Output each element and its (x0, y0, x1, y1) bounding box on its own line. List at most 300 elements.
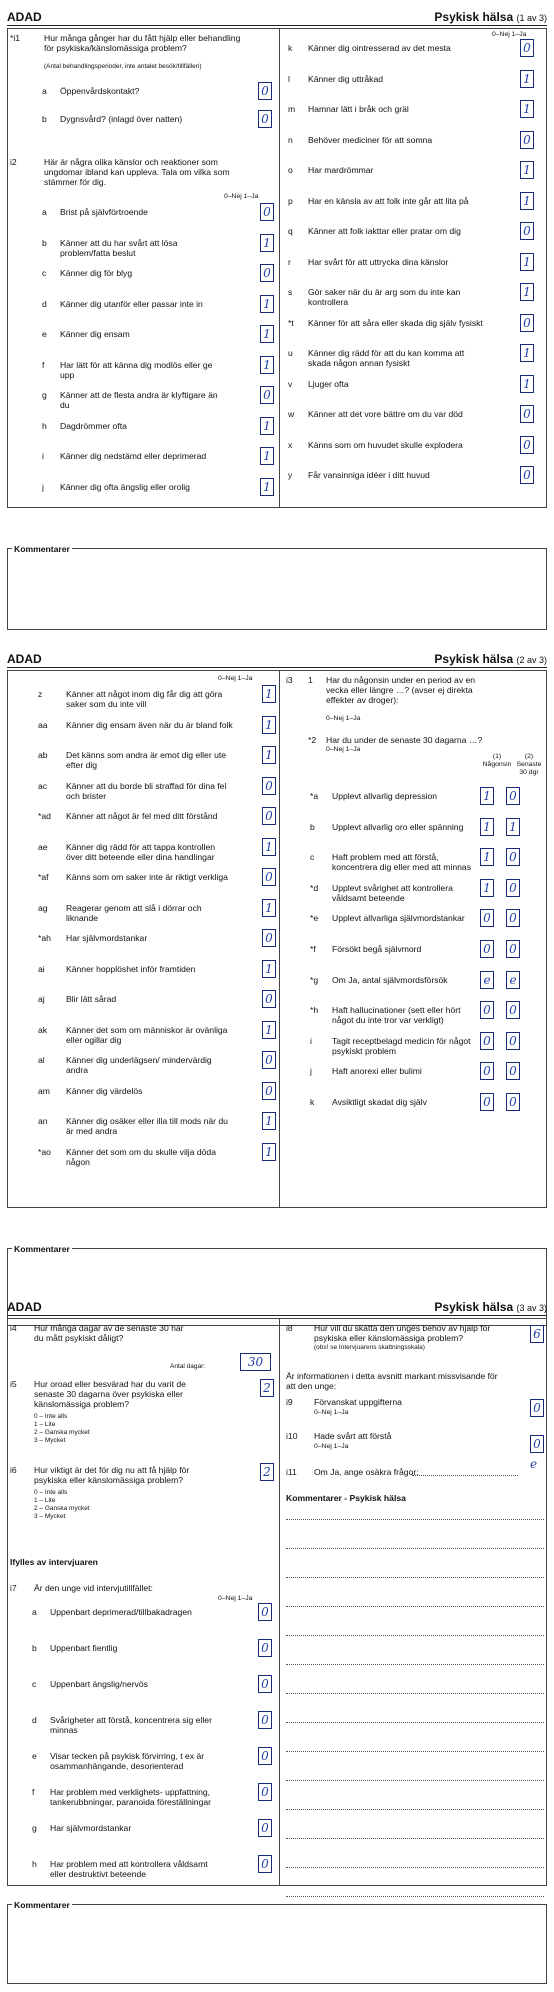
answer-box[interactable]: 1 (520, 192, 534, 210)
page-2 (0, 652, 554, 1292)
list-item (310, 944, 520, 972)
answer-box[interactable]: 0 (258, 1639, 272, 1657)
list-item (38, 778, 302, 809)
comment-line[interactable] (286, 1548, 544, 1549)
scale-option: 3 – Mycket (34, 1437, 66, 1444)
list-item (38, 717, 302, 748)
list-item (38, 1022, 302, 1053)
answer-box[interactable]: 1 (262, 685, 276, 703)
answer-box-2[interactable]: 0 (506, 1032, 520, 1050)
answer-box-2[interactable]: 0 (506, 909, 520, 927)
answer-box[interactable]: 0 (520, 222, 534, 240)
list-item (32, 1715, 298, 1743)
question-text: Förvanskat uppgifterna (314, 1397, 402, 1407)
answer-box[interactable]: 1 (262, 1143, 276, 1161)
item-text: Brist på självförtroende (60, 207, 148, 217)
item-key: w (288, 409, 295, 419)
list-item (288, 254, 554, 285)
comment-line[interactable] (286, 1867, 544, 1868)
legend: 0–Nej 1–Ja (218, 675, 253, 682)
comment-line[interactable] (286, 1896, 544, 1897)
item-text: Känner dig rädd för att tappa kontrollen över ditt beteende eller dina handlingar (66, 841, 216, 862)
list-item (38, 1116, 302, 1144)
answer-box[interactable]: 0 (520, 131, 534, 149)
list-item (32, 1643, 298, 1671)
item-text: Känner dig värdelös (66, 1085, 143, 1096)
column-header-2: (2) Senaste 30 dgr (516, 753, 542, 776)
answer-box[interactable]: 0 (262, 807, 276, 825)
list-item (310, 880, 520, 911)
item-key: l (288, 73, 290, 84)
question-text: Hur många dagar av de senaste 30 har du mått psykiskt dåligt? (34, 1323, 184, 1343)
page-header (7, 652, 547, 668)
item-text: Uppenbart deprimerad/tillbakadragen (50, 1607, 192, 1617)
section-title: Psykisk hälsa (3 av 3) (434, 1300, 547, 1314)
answer-box-2[interactable]: e (506, 971, 520, 989)
item-key: j (42, 481, 44, 492)
list-item (38, 1083, 302, 1114)
comment-line[interactable] (286, 1664, 544, 1665)
answer-box-2[interactable]: 0 (506, 1062, 520, 1080)
item-key: f (32, 1787, 35, 1797)
answer-box[interactable]: 0 (262, 777, 276, 795)
section-title: Psykisk hälsa (1 av 3) (434, 10, 547, 24)
item-text: Hamnar lätt i bråk och gräl (308, 104, 409, 114)
item-key: p (288, 195, 293, 206)
list-item (288, 376, 554, 407)
scale-option: 1 – Lite (34, 1497, 56, 1504)
days-label: Antal dagar: (170, 1363, 206, 1370)
list-item (38, 872, 302, 900)
answer-box-2[interactable]: 0 (506, 787, 520, 805)
answer-box[interactable]: 1 (480, 787, 494, 805)
question-i2 (10, 157, 276, 197)
item-text: Känns som om huvudet skulle explodera (308, 439, 463, 450)
item-key: *ad (38, 811, 51, 821)
question-i3 (286, 675, 548, 785)
item-key: ai (38, 963, 45, 974)
form-title: ADAD (7, 1300, 42, 1314)
item-text: Har en känsla av att folk inte går att lita på (308, 195, 469, 206)
answer-box[interactable]: 0 (258, 1783, 272, 1801)
item-text: Har lätt för att känna dig modlös eller ge upp (60, 359, 213, 380)
question-text: Har du någonsin under en period av en vecka eller längre …? (avser ej direkta effekter av droger): (326, 675, 476, 705)
item-text: Känner att folk iakttar eller pratar om dig (308, 226, 461, 236)
answer-box[interactable]: 0 (262, 868, 276, 886)
legend: 0–Nej 1–Ja (314, 1409, 349, 1416)
answer-box-2[interactable]: 0 (506, 848, 520, 866)
answer-box[interactable]: 1 (480, 818, 494, 836)
column-header-1: (1) Någonsin (482, 753, 512, 768)
answer-box[interactable]: 0 (520, 314, 534, 332)
answer-box[interactable]: 1 (260, 325, 274, 343)
item-text: Känner hopplöshet inför framtiden (66, 963, 196, 974)
question-frame (7, 670, 547, 1208)
answer-box[interactable]: 0 (258, 1819, 272, 1837)
list-item (288, 437, 554, 468)
item-text: Det känns som andra är emot dig eller ute efter dig (66, 750, 227, 770)
item-key: b (42, 114, 47, 124)
item-key: *h (310, 1005, 319, 1016)
item-key: m (288, 104, 296, 114)
item-text: Har problem med verklighets- uppfattning, tankerubbningar, paranoida föreställningar (50, 1787, 212, 1807)
answer-box[interactable]: 0 (520, 436, 534, 454)
question-code: i6 (10, 1465, 17, 1475)
answer-box[interactable]: 1 (262, 1112, 276, 1130)
item-key: x (288, 439, 293, 450)
item-key: r (288, 256, 291, 267)
answer-box[interactable]: 1 (260, 234, 274, 252)
item-key: c (310, 852, 315, 863)
item-text: Känner dig ensam även när du är bland folk (66, 719, 233, 730)
item-key: aj (38, 994, 45, 1004)
item-key: ak (38, 1024, 48, 1035)
item-key: ae (38, 841, 48, 852)
list-item (38, 900, 302, 931)
answer-box-2[interactable]: 0 (506, 879, 520, 897)
list-item (310, 791, 520, 819)
list-item (310, 1033, 520, 1064)
page-3 (0, 1300, 554, 1990)
answer-box[interactable]: 1 (520, 70, 534, 88)
handwritten-value[interactable]: e (530, 1457, 538, 1471)
info-text: Är informationen i detta avsnitt markant missvisande för att den unge: (286, 1371, 498, 1391)
answer-box[interactable]: 0 (530, 1399, 544, 1417)
answer-box[interactable]: 0 (258, 1675, 272, 1693)
answer-box[interactable]: 0 (258, 1603, 272, 1621)
list-item (38, 1144, 302, 1175)
question-i4 (10, 1323, 276, 1377)
item-key: *ah (38, 933, 51, 943)
answer-box[interactable]: 0 (258, 82, 272, 100)
item-key: b (32, 1643, 37, 1653)
item-text: Känner att de flesta andra är klyftigare än du (60, 390, 218, 410)
list-item (32, 1823, 298, 1851)
answer-box[interactable]: 1 (262, 746, 276, 764)
answer-box[interactable]: 1 (480, 848, 494, 866)
item-key: *f (310, 944, 316, 954)
question-n1: 1 (308, 675, 313, 685)
answer-box[interactable]: 0 (520, 39, 534, 57)
question-i5 (10, 1379, 276, 1465)
list-item (42, 390, 300, 418)
answer-box[interactable]: 1 (262, 838, 276, 856)
item-text: Upplevt allvarliga självmordstankar (332, 913, 465, 924)
answer-box[interactable]: 0 (480, 909, 494, 927)
answer-box[interactable]: 0 (262, 929, 276, 947)
item-key: k (310, 1097, 315, 1107)
comment-line[interactable] (286, 1606, 544, 1607)
scale-option: 0 – Inte alls (34, 1413, 68, 1420)
item-text: Har problem med att kontrollera våldsamt eller destruktivt beteende (50, 1859, 208, 1879)
item-text: Upplevt allvarlig depression (332, 791, 438, 801)
question-i11 (286, 1457, 548, 1487)
answer-box[interactable]: 0 (262, 1082, 276, 1100)
item-text: Känner det som om du skulle vilja döda någon (66, 1146, 216, 1167)
item-text: Uppenbart fientlig (50, 1643, 118, 1653)
legend: 0–Nej 1–Ja (326, 746, 361, 753)
item-text: Ljuger ofta (308, 378, 349, 389)
answer-box[interactable]: 1 (262, 716, 276, 734)
legend: 0–Nej 1–Ja (218, 1595, 253, 1602)
scale-option: 3 – Mycket (34, 1513, 66, 1520)
comment-line[interactable] (286, 1722, 544, 1723)
page-header (7, 1300, 547, 1316)
answer-box[interactable]: 6 (530, 1325, 544, 1343)
answer-box[interactable]: 1 (520, 161, 534, 179)
item-text: Har självmordstankar (66, 933, 148, 943)
answer-box[interactable]: 2 (260, 1379, 274, 1397)
answer-box-2[interactable]: 0 (506, 1093, 520, 1111)
list-item (42, 451, 300, 479)
item-text: Känner dig för blyg (60, 268, 133, 278)
item-text: Gör saker när du är arg som du inte kan kontrollera (308, 287, 461, 307)
comment-box[interactable] (7, 1900, 547, 1984)
answer-box[interactable]: 0 (260, 264, 274, 282)
list-item (310, 1005, 520, 1033)
list-item (288, 193, 554, 224)
list-item (288, 226, 554, 254)
item-text: Känner att något är fel med ditt förstånd (66, 811, 218, 821)
answer-box[interactable]: 1 (262, 899, 276, 917)
answer-box[interactable]: 0 (260, 386, 274, 404)
item-text: Känner dig ofta ängslig eller orolig (60, 481, 190, 492)
item-text: Känner att du borde bli straffad för dina fel och brister (66, 780, 227, 801)
answer-box[interactable]: 0 (260, 203, 274, 221)
item-key: e (32, 1751, 37, 1761)
comment-label: Kommentarer (14, 1244, 70, 1254)
list-item (288, 43, 554, 71)
question-text: Hur viktigt är det för dig nu att få hjälp för psykiska eller känslomässiga problem? (34, 1465, 190, 1485)
question-i10 (286, 1431, 548, 1461)
list-item (288, 71, 554, 102)
days-input[interactable]: 30 (240, 1353, 271, 1371)
item-key: f (42, 359, 45, 370)
item-text: Haft hallucinationer (sett eller hört något du inte tror var verkligt) (332, 1005, 461, 1026)
list-item (38, 811, 302, 839)
answer-box[interactable]: 0 (258, 1747, 272, 1765)
item-key: g (42, 390, 47, 400)
item-key: h (32, 1859, 37, 1869)
scale-option: 2 – Ganska mycket (34, 1505, 90, 1512)
item-text: Har mardrömmar (308, 165, 374, 175)
item-text: Får vansinniga idéer i ditt huvud (308, 470, 430, 480)
answer-box[interactable]: 0 (530, 1435, 544, 1453)
comment-heading: Kommentarer - Psykisk hälsa (286, 1493, 406, 1503)
item-key: j (310, 1066, 312, 1077)
item-key: b (310, 821, 315, 832)
question-code: i5 (10, 1379, 17, 1389)
question-text: Hur många gånger har du fått hjälp eller behandling för psykiska/känslomässiga problem? (44, 33, 241, 53)
answer-box[interactable]: 0 (262, 1051, 276, 1069)
answer-box-2[interactable]: 1 (506, 818, 520, 836)
item-text: Uppenbart ängslig/nervös (50, 1679, 148, 1689)
answer-box[interactable]: 1 (260, 295, 274, 313)
answer-box[interactable]: 1 (260, 417, 274, 435)
answer-box[interactable]: 1 (260, 478, 274, 496)
fill-line (412, 1475, 518, 1476)
legend: 0–Nej 1–Ja (326, 715, 361, 722)
list-item (38, 1055, 302, 1083)
item-key: i (310, 1035, 312, 1046)
scale-option: 0 – Inte alls (34, 1489, 68, 1496)
item-key: c (42, 268, 47, 278)
list-item (288, 165, 554, 193)
list-item (32, 1787, 298, 1815)
list-item (42, 268, 300, 296)
item-key: *g (310, 974, 319, 985)
item-key: a (42, 207, 47, 217)
item-text: Känner att du har svårt att lösa problem/fatta beslut (60, 237, 178, 258)
scale-option: 2 – Ganska mycket (34, 1429, 90, 1436)
answer-box[interactable]: 0 (520, 466, 534, 484)
question-text: Hur vill du skatta den unges behov av hjälp för psykiska eller känslomässiga problem? (314, 1323, 491, 1343)
list-item (32, 1607, 298, 1635)
comment-line[interactable] (286, 1635, 544, 1636)
list-item (38, 994, 302, 1022)
item-key: c (32, 1679, 37, 1689)
item-text: Känner för att såra eller skada dig själv fysiskt (308, 317, 483, 328)
item-key: a (32, 1607, 37, 1617)
question-frame (7, 1318, 547, 1886)
item-text: Behöver mediciner för att somna (308, 134, 433, 145)
item-text: Om Ja, antal självmordsförsök (332, 974, 448, 985)
item-key: o (288, 165, 293, 175)
question-code: i8 (286, 1323, 293, 1333)
answer-box[interactable]: 2 (260, 1463, 274, 1481)
answer-box[interactable]: 0 (480, 940, 494, 958)
answer-box-2[interactable]: 0 (506, 940, 520, 958)
answer-box[interactable]: 0 (520, 405, 534, 423)
answer-box[interactable]: 1 (262, 960, 276, 978)
list-item (32, 1679, 298, 1707)
comment-label: Kommentarer (14, 1900, 70, 1910)
comment-line[interactable] (286, 1780, 544, 1781)
scale-option: 1 – Lite (34, 1421, 56, 1428)
answer-box[interactable]: 0 (480, 1093, 494, 1111)
list-item (42, 479, 300, 510)
item-text: Känner dig ensam (60, 329, 130, 339)
list-item (288, 348, 554, 376)
comment-line[interactable] (286, 1577, 544, 1578)
question-i9 (286, 1397, 548, 1427)
item-text: Dagdrömmer ofta (60, 420, 127, 431)
list-item (288, 470, 554, 498)
item-text: Tagit receptbelagd medicin för något psykiskt problem (332, 1035, 471, 1056)
comment-box[interactable] (7, 544, 547, 630)
list-item (288, 409, 554, 437)
item-key: *t (288, 317, 294, 328)
item-key: d (42, 298, 47, 309)
list-item (42, 357, 300, 388)
question-note: (Antal behandlingsperioder, inte antalet besök/tillfällen) (44, 63, 202, 70)
item-text: Känner dig nedstämd eller deprimerad (60, 451, 207, 461)
answer-box[interactable]: 0 (480, 1032, 494, 1050)
question-code: i2 (10, 157, 17, 167)
item-key: ac (38, 780, 48, 791)
item-key: z (38, 689, 43, 699)
list-item (288, 132, 554, 163)
item-key: e (42, 329, 47, 339)
question-code: i10 (286, 1431, 298, 1441)
list-item (310, 1066, 520, 1094)
question-n2: *2 (308, 735, 317, 745)
comment-line[interactable] (286, 1809, 544, 1810)
answer-box[interactable]: 1 (260, 447, 274, 465)
item-text: Har svårt för att uttrycka dina känslor (308, 256, 449, 267)
list-item (38, 933, 302, 961)
item-key: n (288, 134, 293, 145)
page-1 (0, 10, 554, 580)
answer-box[interactable]: 0 (480, 1001, 494, 1019)
item-text: Känner dig uttråkad (308, 73, 384, 84)
answer-box[interactable]: 1 (520, 344, 534, 362)
list-item (288, 104, 554, 132)
answer-box[interactable]: 1 (520, 375, 534, 393)
item-key: g (32, 1823, 37, 1833)
item-key: q (288, 226, 293, 236)
answer-box[interactable]: 0 (258, 110, 272, 128)
item-key: *a (310, 791, 319, 801)
item-text: Försökt begå självmord (332, 944, 422, 954)
question-note: (obs! se Intervjuarens skattningsskala) (314, 1344, 425, 1351)
answer-box[interactable]: 1 (262, 1021, 276, 1039)
answer-box[interactable]: 0 (262, 990, 276, 1008)
answer-box[interactable]: 1 (260, 356, 274, 374)
answer-box[interactable]: 0 (258, 1855, 272, 1873)
item-key: *e (310, 913, 319, 924)
item-key: d (32, 1715, 37, 1725)
answer-box[interactable]: e (480, 971, 494, 989)
item-key: k (288, 43, 293, 53)
answer-box[interactable]: 1 (520, 100, 534, 118)
comment-line[interactable] (286, 1751, 544, 1752)
comment-line[interactable] (286, 1838, 544, 1839)
list-item (32, 1859, 298, 1887)
comment-line[interactable] (286, 1519, 544, 1520)
page-header (7, 10, 547, 26)
answer-box[interactable]: 0 (258, 1711, 272, 1729)
answer-box[interactable]: 1 (520, 283, 534, 301)
item-text: Haft problem med att förstå, koncentrera dig eller med att minnas (332, 852, 472, 873)
answer-box[interactable]: 1 (520, 253, 534, 271)
item-text: Reagerar genom att slå i dörrar och liknande (66, 902, 202, 923)
item-text: Känner dig osäker eller illa till mods när du är med andra (66, 1116, 228, 1136)
question-i8 (286, 1323, 548, 1373)
item-text: Känns som om saker inte är riktigt verkliga (66, 872, 228, 882)
item-text: Känner dig rädd för att du kan komma att skada någon annan fysiskt (308, 348, 465, 368)
list-item (310, 852, 520, 880)
form-title: ADAD (7, 10, 42, 24)
answer-box[interactable]: 0 (480, 1062, 494, 1080)
list-item (42, 235, 300, 266)
comment-label: Kommentarer (14, 544, 70, 554)
section-title: Psykisk hälsa (2 av 3) (434, 652, 547, 666)
item-key: b (42, 237, 47, 248)
answer-box[interactable]: 1 (480, 879, 494, 897)
item-text: Blir lätt sårad (66, 994, 117, 1004)
item-text: Dygnsvård? (inlagd över natten) (60, 114, 183, 124)
item-key: a (42, 86, 47, 96)
item-key: i (42, 451, 44, 461)
item-text: Har självmordstankar (50, 1823, 132, 1833)
item-key: u (288, 348, 293, 358)
comment-line[interactable] (286, 1693, 544, 1694)
list-item (38, 750, 302, 778)
question-frame (7, 28, 547, 508)
item-text: Upplevt allvarlig oro eller spänning (332, 821, 464, 832)
answer-box-2[interactable]: 0 (506, 1001, 520, 1019)
